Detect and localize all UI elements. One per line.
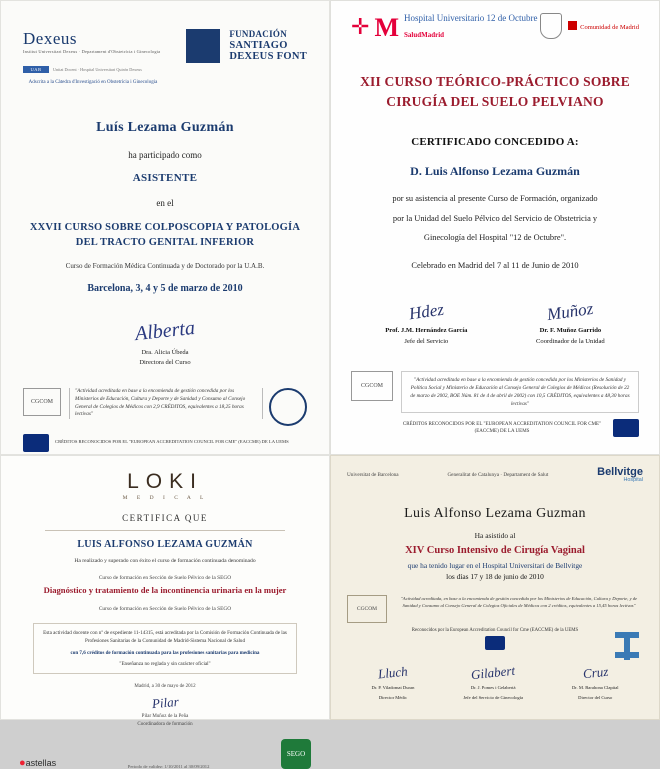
recipient-name: Luis Alfonso Lezama Guzman bbox=[404, 506, 586, 522]
participation-line: ha participado como bbox=[128, 150, 202, 160]
fundacion-dexeus-logo bbox=[186, 29, 307, 63]
certificate-bellvitge bbox=[330, 455, 660, 720]
body-line-2: por la Unidad del Suelo Pélvico del Servicio de Obstetricia y bbox=[392, 213, 598, 223]
signer-name: Pilar Muñoz de la Peña bbox=[141, 714, 189, 720]
validity-note: Periodo de validez: 1/10/2011 al 30/09/2012 bbox=[127, 764, 210, 769]
recipient-name: LUIS ALFONSO LEZAMA GUZMÁN bbox=[77, 539, 253, 550]
certificate-dexeus bbox=[0, 0, 330, 455]
signer-title-3: Director del Curso bbox=[578, 694, 613, 700]
dexeus-chair-caption: Adscrita a la Càtedra d'Investigació en Obstetrícia i Ginecologia bbox=[28, 79, 158, 85]
cgcom-seal bbox=[347, 595, 389, 623]
signature-1 bbox=[371, 664, 414, 702]
connector-line: en el bbox=[156, 198, 174, 208]
community-madrid-text: Comunidad de Madrid bbox=[580, 24, 639, 31]
date-line: los días 17 y 18 de junio de 2010 bbox=[446, 571, 544, 581]
sponsor-dot-icon: ● bbox=[19, 757, 26, 769]
sego-seal: SEGO bbox=[281, 739, 311, 769]
dexeus-logo-sub: Institut Universitari Dexeus · Departament d'Obstetrícia i Ginecologia bbox=[23, 49, 161, 54]
sponsor-name: astellas bbox=[25, 758, 57, 769]
cgcom-seal-label: CGCOM bbox=[23, 388, 61, 416]
signatures-block bbox=[347, 664, 643, 702]
accreditation-footer bbox=[347, 595, 643, 623]
accreditation-text: Esta actividad docente con nº de expediente 11-14315, está acreditada por la Comisión de Formación Continuada de las Profesiones Sanitarias de la Comunidad de Madrid-Sistema Nacional de Salud bbox=[43, 629, 287, 645]
eu-block bbox=[347, 636, 643, 650]
fundacion-line1: FUNDACIÓN bbox=[229, 29, 288, 40]
intro-line: Ha realizado y superado con éxito el curso de formación continuada denominado bbox=[74, 558, 256, 564]
bellvitge-header bbox=[347, 466, 643, 484]
signer-title-2: Coordinador de la Unidad bbox=[536, 337, 605, 345]
recipient-name: D. Luis Alfonso Lezama Guzmán bbox=[410, 164, 580, 179]
signature-script-1: Hdez bbox=[407, 299, 445, 324]
accreditation-footer bbox=[23, 388, 307, 426]
accreditation-box bbox=[33, 623, 297, 675]
signer-title-1: Jefe del Servicio bbox=[404, 337, 449, 345]
signature-script-2: Muñoz bbox=[546, 298, 595, 325]
signer-name-3: Dr. M. Barahona Clapital bbox=[571, 684, 619, 690]
signature-script-1: Lluch bbox=[377, 663, 409, 682]
signer-title-2: Jefe del Servicio de Ginecología bbox=[463, 694, 524, 700]
signature-script-2: Gilabert bbox=[470, 662, 516, 683]
signatures-block bbox=[351, 298, 639, 347]
signature-script: Alberta bbox=[133, 317, 196, 346]
signature-script: Pilar bbox=[150, 694, 179, 712]
signature-1 bbox=[385, 299, 468, 347]
cgcom-seal-label: CGCOM bbox=[347, 595, 387, 623]
recipient-name: Luís Lezama Guzmán bbox=[96, 120, 234, 135]
signer-name-2: Dr. J. Pomes i Gelabertà bbox=[470, 684, 516, 690]
certificate-hospital-12-octubre bbox=[330, 0, 660, 455]
fundacion-line3: DEXEUS FONT bbox=[229, 50, 307, 62]
bottom-row bbox=[19, 739, 311, 769]
eu-note: CRÉDITOS RECONOCIDOS POR EL "EUROPEAN ACCREDITATION COUNCIL FOR CME" (EACCME) DE LA UEMS bbox=[55, 439, 289, 445]
signer-title: Coordinadora de formación bbox=[137, 722, 193, 728]
bellvitge-brand-sub: Hospital bbox=[623, 477, 643, 484]
eu-flag-icon bbox=[485, 636, 505, 650]
signature-3 bbox=[572, 664, 619, 702]
round-seal-icon bbox=[269, 388, 307, 426]
hospital-logo bbox=[351, 13, 537, 42]
section-top: Curso de formación en Sección de Suelo Pélvico de la SEGO bbox=[98, 574, 232, 581]
loki-brand-sub: M E D I C A L bbox=[122, 495, 208, 501]
community-header bbox=[540, 13, 639, 39]
bellvitge-logo bbox=[597, 466, 643, 484]
accreditation-note: Reconocidos por la European Accreditation Council for Cme (EACCME) de la UEMS bbox=[411, 627, 579, 633]
issue-date: Madrid, a 30 de mayo de 2012 bbox=[134, 684, 196, 690]
certifies-label: CERTIFICA QUE bbox=[122, 513, 208, 523]
accreditation-footer bbox=[351, 371, 639, 413]
signature-2 bbox=[536, 298, 605, 347]
uab-badge: UAB bbox=[23, 66, 49, 73]
attended-label: Ha asistido al bbox=[474, 531, 516, 541]
credits-text: con 7,6 créditos de formación continuada para las profesiones sanitarias para medicina bbox=[70, 649, 260, 656]
venue-line: que ha tenido lugar en el Hospital Universitari de Bellvitge bbox=[407, 561, 583, 571]
loki-brand: LOKI bbox=[127, 470, 203, 493]
non-official-note: "Enseñanza no reglada y sin carácter oficial" bbox=[119, 661, 211, 667]
cgcom-seal-label: CGCOM bbox=[351, 371, 393, 401]
dexeus-logo-name: Dexeus bbox=[23, 29, 77, 48]
sponsor-logo bbox=[19, 757, 56, 769]
dexeus-logo bbox=[23, 29, 163, 86]
credit-line: Curso de Formación Médica Continuada y de Doctorado por la U.A.B. bbox=[65, 262, 265, 271]
loki-logo bbox=[19, 470, 311, 501]
signer-name-1: Prof. J.M. Hernández García bbox=[385, 327, 468, 335]
signature-script-3: Cruz bbox=[581, 663, 609, 682]
body-line-1: por su asistencia al presente Curso de Formación, organizado bbox=[392, 194, 598, 204]
cgcom-seal bbox=[23, 388, 63, 416]
eu-block bbox=[351, 419, 639, 437]
signature-block bbox=[23, 317, 307, 368]
community-madrid-mark bbox=[568, 21, 577, 30]
section-bottom: Curso de formación en Sección de Suelo Pélvico de la SEGO bbox=[98, 605, 232, 612]
salud-madrid-brand: SaludMadrid bbox=[403, 30, 445, 39]
dexeus-header bbox=[23, 29, 307, 86]
place-date: Barcelona, 3, 4 y 5 de marzo de 2010 bbox=[87, 283, 243, 295]
community-madrid-label bbox=[568, 21, 639, 31]
signer-title-1: Director Mèdic bbox=[378, 694, 408, 700]
eu-flag-icon bbox=[23, 434, 49, 452]
coat-of-arms-icon bbox=[540, 13, 562, 39]
m-logo-icon: M bbox=[374, 12, 399, 42]
hospital-header bbox=[351, 13, 639, 42]
signer-name-2: Dr. F. Muñoz Garrido bbox=[539, 327, 602, 335]
certificate-loki bbox=[0, 455, 330, 769]
fundacion-logo-mark bbox=[186, 29, 220, 63]
institution-emblem-icon bbox=[609, 626, 645, 666]
dexeus-unit-text: Unitat Docent · Hospital Universitari Quirón Dexeus bbox=[53, 66, 142, 72]
divider bbox=[45, 530, 285, 531]
course-title: Diagnóstico y tratamiento de la incontinencia urinaria en la mujer bbox=[43, 584, 287, 595]
eu-block bbox=[23, 434, 307, 452]
generalitat-logo: Generalitat de Catalunya · Departament de Salut bbox=[447, 471, 549, 478]
course-title: XII CURSO TEÓRICO-PRÁCTICO SOBRE CIRUGÍA DEL SUELO PELVIANO bbox=[360, 73, 630, 110]
course-title: XXVII CURSO SOBRE COLPOSCOPIA Y PATOLOGÍA DEL TRACTO GENITAL INFERIOR bbox=[29, 222, 301, 249]
hospital-name: Hospital Universitario 12 de Octubre bbox=[403, 13, 538, 23]
signer-title: Directora del Curso bbox=[139, 359, 191, 367]
footer-note: "Actividad acreditada, en base a la encomienda de gestión concedida por los Ministerios de Educación, Cultura y Deporte, y de Sanidad y Consumo al Consejo General de Colegios Oficiales de Médicos con 2 créditos, equivalentes a 15,45 horas lectivas" bbox=[400, 595, 638, 609]
granted-label: CERTIFICADO CONCEDIDO A: bbox=[411, 136, 579, 149]
cgcom-seal bbox=[351, 371, 395, 401]
medical-cross-icon: ✛ bbox=[351, 14, 370, 40]
footer-note: "Actividad acreditada en base a la encomienda de gestión concedida por los Ministerios de Sanidad y Política Social y Ministerio de Educación al Consejo General de Colegios de Médicos (Resolución de 22 de marzo de 2002, BOE Núm. 81 de 4 de abril de 2002) con 10,5 CRÉDITOS, equivalentes a 48,30 horas lectivas" bbox=[401, 371, 639, 413]
course-title: XIV Curso Intensivo de Cirugía Vaginal bbox=[405, 545, 585, 557]
dexeus-body bbox=[23, 120, 307, 294]
fundacion-line2: SANTIAGO bbox=[229, 39, 288, 51]
role-label: ASISTENTE bbox=[132, 172, 198, 184]
universitat-barcelona-logo: Universitat de Barcelona bbox=[347, 471, 399, 478]
held-line: Celebrado en Madrid del 7 al 11 de Junio de 2010 bbox=[411, 260, 579, 270]
signer-name-1: Dr. P. Viladomat Duran bbox=[371, 684, 415, 690]
bellvitge-brand: Bellvitge bbox=[597, 466, 643, 478]
eu-note: CRÉDITOS RECONOCIDOS POR EL "EUROPEAN ACCREDITATION COUNCIL FOR CME" (EACCME) DE LA UEMS bbox=[402, 421, 602, 435]
signature-2 bbox=[463, 664, 523, 702]
body-line-3: Ginecología del Hospital "12 de Octubre". bbox=[423, 233, 567, 243]
signer-name: Dra. Alicia Úbeda bbox=[141, 349, 189, 357]
signature-block bbox=[19, 694, 311, 729]
footer-note: "Actividad acreditada en base a la encomienda de gestión concedida por los Ministerios de Educación, Cultura y Deporte y de Sanidad y Consumo al Consejo General de Colegios de Médicos con 2,9 CRÉDITOS, equivalentes a 18,25 horas lectivas" bbox=[69, 388, 263, 419]
eu-flag-icon bbox=[613, 419, 639, 437]
